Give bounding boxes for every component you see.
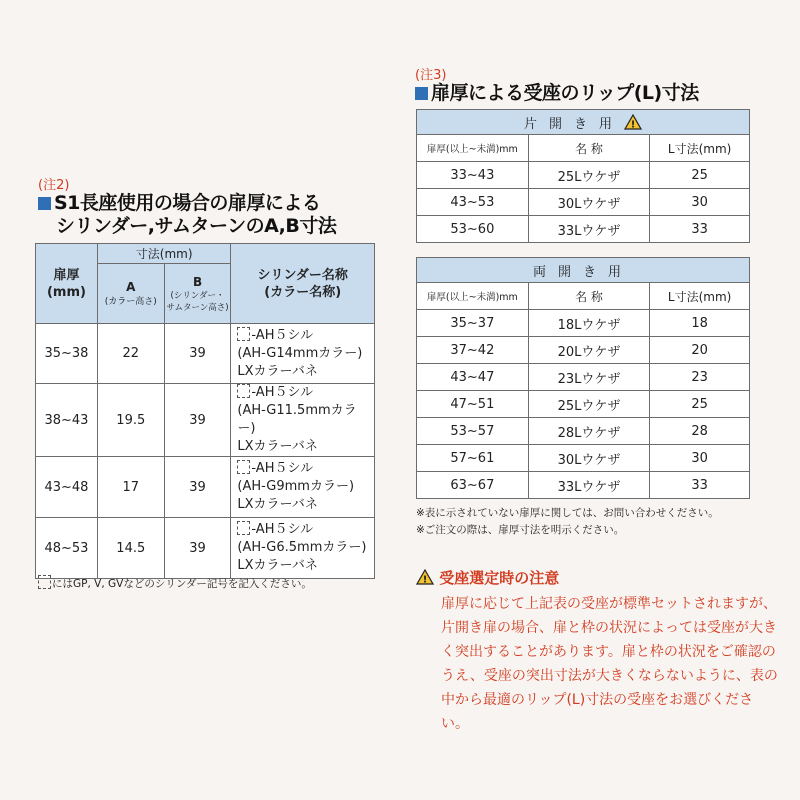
warning-icon	[624, 114, 642, 130]
left-heading-line2: シリンダー,サムターンのA,B寸法	[56, 215, 337, 237]
warning-icon	[416, 569, 434, 585]
table-row: 43~53 30Lウケザ 30	[417, 189, 750, 216]
table-row: 37~42 20Lウケザ 20	[417, 337, 750, 364]
single-door-table	[416, 109, 750, 243]
th-l: L寸法(mm)	[650, 283, 750, 310]
double-door-table	[416, 257, 750, 499]
right-note2: ※ご注文の際は、扉厚寸法を明示ください。	[416, 524, 625, 536]
svg-text:!: !	[630, 119, 636, 130]
left-heading-line1: S1長座使用の場合の扉厚による	[54, 192, 321, 214]
svg-text:!: !	[422, 574, 428, 585]
th-thickness: 扉厚 (mm)	[36, 244, 98, 324]
table-row: 43~48 17 39 -AH５シル (AH-G9mmカラー) LXカラーバネ	[36, 457, 375, 518]
table-row: 57~61 30Lウケザ 30	[417, 445, 750, 472]
double-band: 両開き用	[417, 258, 750, 283]
th-name: 名 称	[528, 283, 650, 310]
left-footnote: にはGP, V, GVなどのシリンダー記号を記入ください。	[38, 575, 312, 591]
th-range: 扉厚(以上~未満)mm	[417, 283, 529, 310]
blue-square-icon	[415, 87, 428, 100]
caution-title: ! 受座選定時の注意	[416, 567, 559, 588]
th-b: B (シリンダー・ サムターン高さ)	[164, 264, 231, 324]
th-l: L寸法(mm)	[650, 135, 750, 162]
caution-body: 扉厚に応じて上記表の受座が標準セットされますが、片開き扉の場合、扉と枠の状況によっては受座が大きく突出することがあります。扉と枠の状況をご確認のうえ、受座の突出寸法が大きくならないように、表の中から最適のリップ(L)寸法の受座をお選びください。	[441, 596, 778, 732]
placeholder-box-icon	[38, 575, 51, 589]
placeholder-box-icon	[237, 327, 250, 341]
right-heading: 扉厚による受座のリップ(L)寸法	[415, 82, 699, 105]
table-row: 53~57 28Lウケザ 28	[417, 418, 750, 445]
table-row: 33~43 25Lウケザ 25	[417, 162, 750, 189]
th-a: A (カラー高さ)	[97, 264, 164, 324]
placeholder-box-icon	[237, 384, 250, 398]
th-dimension: 寸法(mm)	[97, 244, 231, 264]
placeholder-box-icon	[237, 521, 250, 535]
left-heading	[38, 192, 336, 238]
th-cylinder: シリンダー名称 (カラー名称)	[231, 244, 375, 324]
table-row: 35~38 22 39 -AH５シル (AH-G14mmカラー) LXカラーバネ	[36, 324, 375, 384]
table-row: 48~53 14.5 39 -AH５シル (AH-G6.5mmカラー) LXカラーバネ	[36, 518, 375, 579]
cylinder-dimension-table	[35, 243, 375, 579]
note2-tag: (注2)	[38, 178, 70, 193]
th-name: 名 称	[528, 135, 650, 162]
th-range: 扉厚(以上~未満)mm	[417, 135, 529, 162]
table-row: 47~51 25Lウケザ 25	[417, 391, 750, 418]
note3-tag: (注3)	[415, 68, 447, 83]
table-row: 38~43 19.5 39 -AH５シル (AH-G11.5mmカラー) LXカラーバネ	[36, 384, 375, 457]
right-note1: ※表に示されていない扉厚に関しては、お問い合わせください。	[416, 507, 719, 519]
placeholder-box-icon	[237, 460, 250, 474]
table-row: 43~47 23Lウケザ 23	[417, 364, 750, 391]
table-row: 35~37 18Lウケザ 18	[417, 310, 750, 337]
blue-square-icon	[38, 197, 51, 210]
single-band: 片開き用 !	[417, 110, 750, 135]
table-row: 53~60 33Lウケザ 33	[417, 216, 750, 243]
table-row: 63~67 33Lウケザ 33	[417, 472, 750, 499]
